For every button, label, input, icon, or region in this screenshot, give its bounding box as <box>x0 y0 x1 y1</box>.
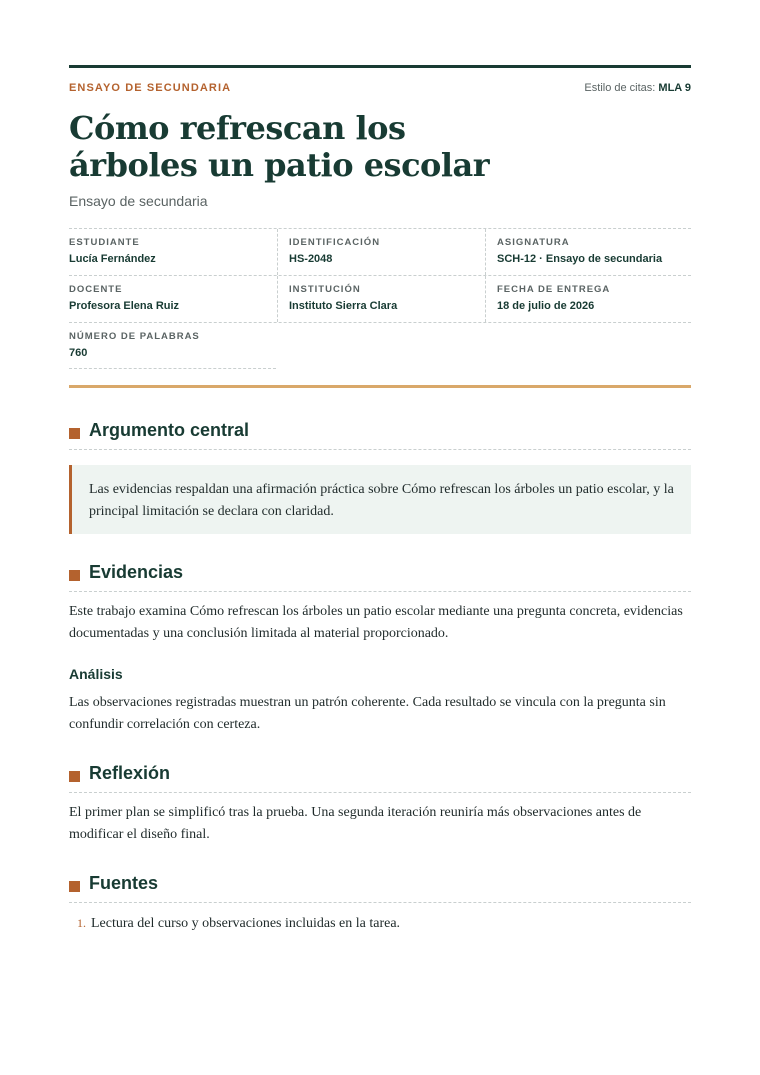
page-title <box>69 110 629 184</box>
meta-value: SCH-12 · Ensayo de secundaria <box>497 253 663 265</box>
accent-rule <box>69 385 691 388</box>
section-title: Fuentes <box>89 873 159 893</box>
meta-label: DOCENTE <box>69 284 123 295</box>
reflection-paragraph: El primer plan se simplificó tras la prueba. Una segunda iteración reuniría más observaciones antes de modificar el diseño final. <box>69 805 642 842</box>
citation-style-label: Estilo de citas: <box>584 82 656 94</box>
header-row <box>69 82 691 98</box>
meta-divider <box>69 368 276 369</box>
section-heading-reflection <box>69 763 691 793</box>
list-item-text: Lectura del curso y observaciones incluidas en la tarea. <box>91 916 401 931</box>
square-bullet-icon <box>69 570 80 581</box>
meta-label: IDENTIFICACIÓN <box>289 237 381 248</box>
citation-style <box>584 82 691 94</box>
meta-teacher <box>69 276 277 322</box>
section-title: Argumento central <box>89 420 250 440</box>
square-bullet-icon <box>69 881 80 892</box>
meta-label: ESTUDIANTE <box>69 237 140 248</box>
meta-value: 760 <box>69 347 88 359</box>
title-line-2: árboles un patio escolar <box>69 146 490 184</box>
document-kicker: ENSAYO DE SECUNDARIA <box>69 82 232 94</box>
metadata-row <box>69 322 691 369</box>
meta-value: 18 de julio de 2026 <box>497 300 595 312</box>
meta-institution <box>277 276 485 322</box>
square-bullet-icon <box>69 428 80 439</box>
section-title: Evidencias <box>89 562 184 582</box>
title-line-1: Cómo refrescan los <box>69 109 406 147</box>
meta-value: Instituto Sierra Clara <box>289 300 398 312</box>
page-subtitle: Ensayo de secundaria <box>69 193 208 209</box>
section-heading-argument <box>69 420 691 450</box>
top-rule <box>69 65 691 68</box>
argument-callout: Las evidencias respaldan una afirmación práctica sobre Cómo refrescan los árboles un patio escolar, y la principal limitación se declara con claridad. <box>69 465 691 534</box>
section-title: Reflexión <box>89 763 171 783</box>
citation-style-value: MLA 9 <box>658 82 691 94</box>
meta-label: NÚMERO DE PALABRAS <box>69 331 200 342</box>
meta-label: INSTITUCIÓN <box>289 284 361 295</box>
meta-label: FECHA DE ENTREGA <box>497 284 611 295</box>
meta-word-count <box>69 323 277 369</box>
meta-id <box>277 229 485 275</box>
metadata-row <box>69 275 691 322</box>
meta-value: Profesora Elena Ruiz <box>69 300 180 312</box>
analysis-subheading: Análisis <box>69 666 123 682</box>
meta-value: Lucía Fernández <box>69 253 156 265</box>
meta-student <box>69 229 277 275</box>
sources-list <box>69 912 691 935</box>
meta-subject <box>485 229 691 275</box>
evidence-paragraph: Este trabajo examina Cómo refrescan los árboles un patio escolar mediante una pregunta concreta, evidencias documentadas y una conclusión limitada al material proporcionado. <box>69 604 683 641</box>
metadata-grid <box>69 228 691 369</box>
metadata-row <box>69 228 691 275</box>
meta-label: ASIGNATURA <box>497 237 570 248</box>
meta-value: HS-2048 <box>289 253 333 265</box>
list-item <box>69 912 691 935</box>
list-item-number: 1. <box>77 916 86 930</box>
section-heading-evidence <box>69 562 691 592</box>
meta-due-date <box>485 276 691 322</box>
analysis-paragraph: Las observaciones registradas muestran un patrón coherente. Cada resultado se vincula con la pregunta sin confundir correlación con certeza. <box>69 695 666 732</box>
square-bullet-icon <box>69 771 80 782</box>
section-heading-sources <box>69 873 691 903</box>
